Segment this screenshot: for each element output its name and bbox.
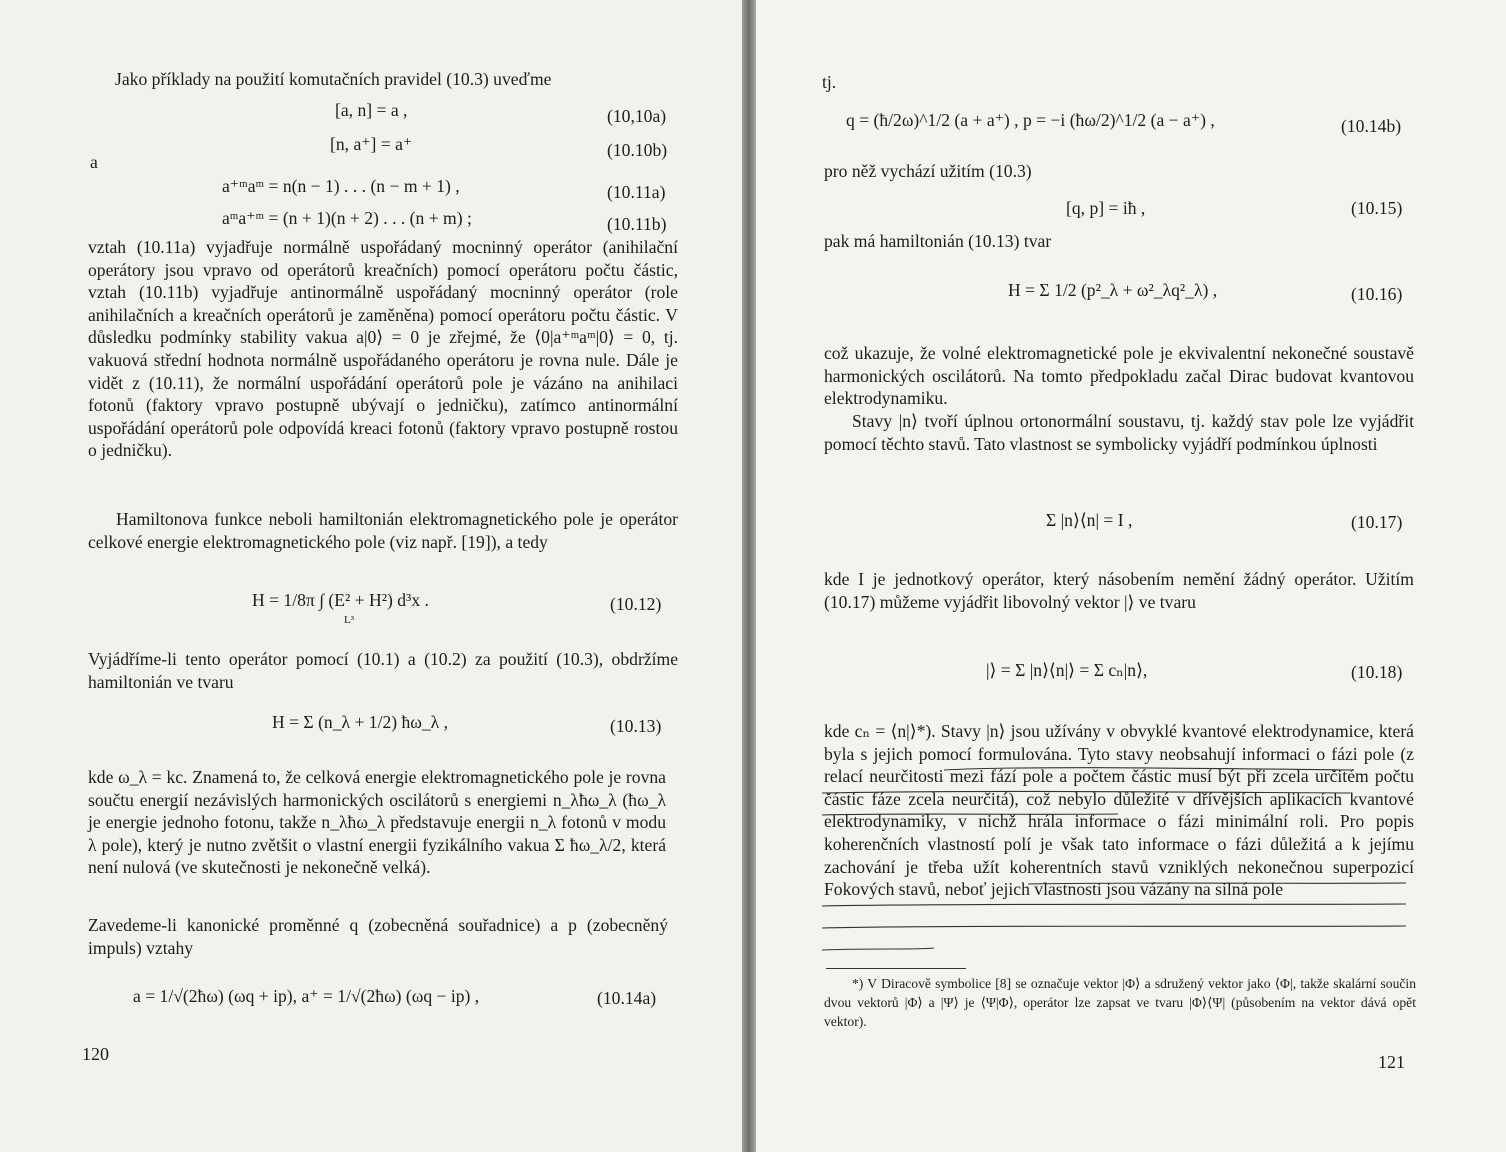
equation-number-10-14a: (10.14a): [597, 988, 657, 1008]
equation-number-10-14b: (10.14b): [1341, 116, 1402, 136]
equation-10-17: Σ |n⟩⟨n| = I ,: [1046, 510, 1133, 530]
equation-10-18: |⟩ = Σ |n⟩⟨n|⟩ = Σ cₙ|n⟩,: [986, 660, 1148, 680]
equation-10-14a: a = 1/√(2ħω) (ωq + ip), a⁺ = 1/√(2ħω) (ωq − ip) ,: [133, 986, 480, 1006]
pen-underline-7: [822, 948, 934, 950]
pen-underline-2: [822, 791, 1350, 793]
equation-10-11a: a⁺ᵐaᵐ = n(n − 1) . . . (n − m + 1) ,: [222, 176, 460, 196]
paragraph-hamiltonian-intro: Hamiltonova funkce neboli hamiltonián elektromagnetického pole je operátor celkové energie elektromagnetického pole (viz např. [19]), a tedy: [88, 509, 678, 552]
equation-number-10-15: (10.15): [1351, 198, 1403, 218]
pen-underline-1: [944, 768, 1354, 770]
equation-10-10a: [a, n] = a ,: [335, 100, 408, 120]
paragraph-oscillator-equivalence: což ukazuje, že volné elektromagnetické pole je ekvivalentní nekonečné soustavě harmonických oscilátorů. Na tomto předpokladu začal Dirac budovat kvantovou elektrodynamiku.: [824, 343, 1414, 409]
page-number-right: 121: [1378, 1052, 1405, 1072]
equation-10-14b: q = (ħ/2ω)^1/2 (a + a⁺) , p = −i (ħω/2)^1/2 (a − a⁺) ,: [846, 110, 1215, 130]
right-page: [756, 0, 1506, 1152]
equation-10-15: [q, p] = iħ ,: [1066, 198, 1146, 218]
equation-10-10b: [n, a⁺] = a⁺: [330, 134, 413, 154]
equation-10-13: H = Σ (n_λ + 1/2) ħω_λ ,: [272, 712, 449, 732]
paragraph-unit-operator: kde I je jednotkový operátor, který násobením nemění žádný operátor. Užitím (10.17) můžeme vyjádřit libovolný vektor |⟩ ve tvaru: [824, 569, 1414, 612]
paragraph-complete-set: Stavy |n⟩ tvoří úplnou ortonormální soustavu, tj. každý stav pole lze vyjádřit pomocí těchto stavů. Tato vlastnost se symbolicky vyjádří podmínkou úplnosti: [824, 411, 1414, 454]
intro-line: Jako příklady na použití komutačních pravidel (10.3) uveďme: [115, 69, 552, 89]
paragraph-fock-states: kde cₙ = ⟨n|⟩*). Stavy |n⟩ jsou užívány v obvyklé kvantové elektrodynamice, která byla s jejich pomocí formulována. Tyto stavy neobsahují informaci o fázi pole (z relací neurčitosti mezi fází pole a počtem částic musí být při zcela určitém počtu částic fáze zcela neurčitá), což nebylo důležité v dřívějších aplikacích kvantové elektrodynamiky, v nichž hrála informace o fázi minimální roli. Pro popis koherenčních vlastností polí je však tato informace o fázi důležitá a k jejímu zachování je třeba užít koherentních stavů vzniklých nekonečnou superpozicí Fokových stavů, neboť jejich vlastnosti jsou vázány na silná pole: [824, 721, 1414, 900]
pen-underline-3: [822, 814, 1118, 815]
page-number-left: 120: [82, 1044, 109, 1064]
equation-number-10-10a: (10,10a): [607, 106, 667, 126]
footnote: *) V Diracově symbolice [8] se označuje vektor |Φ⟩ a sdružený vektor jako ⟨Φ|, takže skalární součin dvou vektorů |Φ⟩ a |Ψ⟩ je ⟨Ψ|Φ⟩, operátor lze zapsat ve tvaru |Φ⟩⟨Ψ| (působením na vektor dává opět vektor).: [824, 976, 1416, 1029]
text-tj: tj.: [822, 72, 837, 92]
equation-number-10-13: (10.13): [610, 716, 662, 736]
conjunction-a: a: [90, 152, 98, 172]
equation-number-10-11b: (10.11b): [607, 214, 667, 234]
paragraph-hamiltonian-form: pak má hamiltonián (10.13) tvar: [824, 231, 1052, 251]
paragraph-normal-ordering: vztah (10.11a) vyjadřuje normálně uspořádaný mocninný operátor (anihilační operátory jsou vpravo od operátorů kreačních) pomocí operátoru počtu částic, vztah (10.11b) vyjadřuje antinormálně uspořádaný mocninný operátor (role anihilačních a kreačních operátorů je zaměněna) pomocí operátoru počtu částic. V důsledku podmínky stability vakua a|0⟩ = 0 je zřejmé, že ⟨0|a⁺ᵐaᵐ|0⟩ = 0, tj. vakuová střední hodnota normálně uspořádaného operátoru je rovna nule. Dále je vidět z (10.11), že normální uspořádání operátorů pole je vázáno na anihilaci fotonů (faktory vpravo postupně ubývají o jedničku), zatímco antinormální uspořádání operátorů pole odpovídá kreaci fotonů (faktory vpravo postupně rostou o jedničku).: [88, 237, 678, 461]
paragraph-commutator-intro: pro něž vychází užitím (10.3): [824, 161, 1032, 181]
paragraph-energy-sum: kde ω_λ = kc. Znamená to, že celková energie elektromagnetického pole je rovna součtu energií nezávislých harmonických oscilátorů s energiemi n_λħω_λ (ħω_λ je energie jednoho fotonu, takže n_λħω_λ představuje energii n_λ fotonů v modu λ pole), který je nutno zvětšit o vlastní energii fyzikálního vakua Σ ħω_λ/2, která není nulová (ve skutečnosti je nekonečně velká).: [88, 767, 666, 878]
equation-number-10-16: (10.16): [1351, 284, 1403, 304]
paragraph-express-operator: Vyjádříme-li tento operátor pomocí (10.1) a (10.2) za použití (10.3), obdržíme hamiltonián ve tvaru: [88, 649, 678, 692]
equation-number-10-11a: (10.11a): [607, 182, 666, 202]
pen-underline-6: [822, 926, 1406, 928]
equation-10-12: H = 1/8π ∫ (E² + H²) d³x .: [252, 590, 429, 610]
footnote-rule: [826, 968, 966, 969]
equation-number-10-12: (10.12): [610, 594, 662, 614]
left-page: [0, 0, 742, 1152]
equation-10-11b: aᵐa⁺ᵐ = (n + 1)(n + 2) . . . (n + m) ;: [222, 208, 472, 228]
paragraph-canonical-variables: Zavedeme-li kanonické proměnné q (zobecněná souřadnice) a p (zobecněný impuls) vztahy: [88, 915, 668, 958]
integral-domain: L³: [344, 614, 355, 626]
equation-number-10-18: (10.18): [1351, 662, 1403, 682]
equation-number-10-17: (10.17): [1351, 512, 1403, 532]
pen-underline-5: [822, 904, 1406, 906]
equation-10-16: H = Σ 1/2 (p²_λ + ω²_λq²_λ) ,: [1008, 280, 1218, 300]
pen-underline-4: [1028, 883, 1406, 884]
equation-number-10-10b: (10.10b): [607, 140, 668, 160]
book-gutter: [742, 0, 756, 1152]
